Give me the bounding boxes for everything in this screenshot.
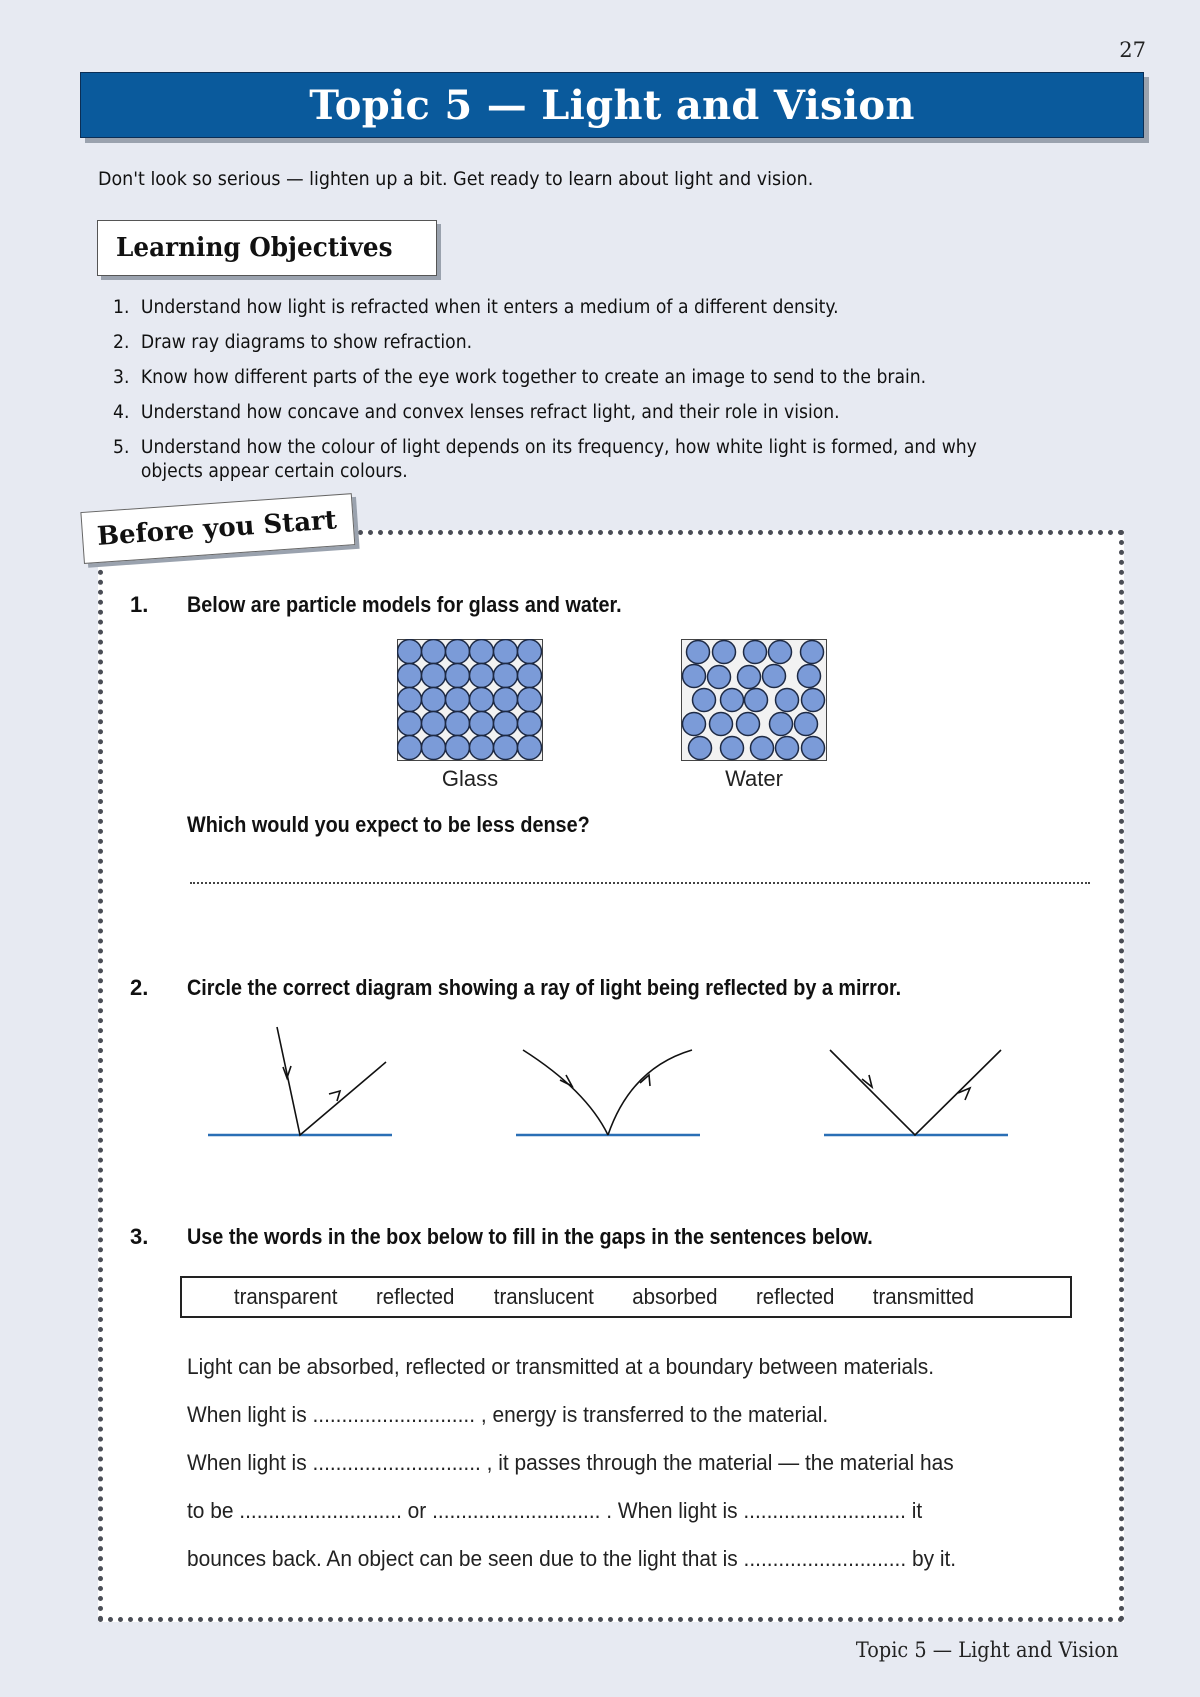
word-bank-item: transmitted xyxy=(873,1284,975,1309)
water-particle-model xyxy=(681,639,827,761)
learning-objectives-list xyxy=(113,296,1073,495)
objective-item xyxy=(113,436,1113,484)
word-bank-item: translucent xyxy=(493,1284,594,1309)
objective-number: 4. xyxy=(113,402,130,423)
question-text: Below are particle models for glass and water. xyxy=(187,592,622,617)
word-bank-item: absorbed xyxy=(632,1284,718,1309)
reflection-diagram-b[interactable] xyxy=(516,1020,700,1145)
objective-item xyxy=(113,366,1113,390)
objective-number: 2. xyxy=(113,332,130,353)
sentence-with-gap[interactable]: When light is ............................ , energy is transferred to the material. xyxy=(187,1402,829,1427)
objective-text: Understand how light is refracted when it enters a medium of a different density. xyxy=(140,297,839,318)
objective-item xyxy=(113,331,1113,355)
question-number: 2. xyxy=(130,975,149,1000)
before-you-start-heading: Before you Start xyxy=(96,505,338,552)
objective-number: 5. xyxy=(113,437,130,458)
sentence-with-gap[interactable]: bounces back. An object can be seen due to the light that is ............................ by it. xyxy=(187,1546,957,1571)
objective-text: Draw ray diagrams to show refraction. xyxy=(140,332,473,353)
sentence: Light can be absorbed, reflected or transmitted at a boundary between materials. xyxy=(187,1354,935,1379)
learning-objectives-heading-box xyxy=(97,220,437,276)
question-text: Use the words in the box below to fill in the gaps in the sentences below. xyxy=(187,1224,873,1249)
page-number: 27 xyxy=(1119,38,1146,62)
question-number: 3. xyxy=(130,1224,149,1249)
fill-in-sentences xyxy=(187,1353,1087,1593)
page-title: Topic 5 — Light and Vision xyxy=(309,81,915,129)
question-number: 1. xyxy=(130,592,149,617)
intro-text: Don't look so serious — lighten up a bit. Get ready to learn about light and vision. xyxy=(98,168,814,190)
objective-number: 3. xyxy=(113,367,130,388)
sentence-with-gap[interactable]: When light is ............................. , it passes through the material — the material has xyxy=(187,1450,954,1475)
objective-item xyxy=(113,401,1113,425)
objective-text: Understand how concave and convex lenses refract light, and their role in vision. xyxy=(140,402,840,423)
sentence-with-gap[interactable]: to be ............................ or ............................. . When light is ............................ it xyxy=(187,1498,923,1523)
objective-text: Know how different parts of the eye work together to create an image to send to the brain. xyxy=(140,367,927,388)
footer-topic-label: Topic 5 — Light and Vision xyxy=(855,1638,1118,1662)
question-text: Circle the correct diagram showing a ray of light being reflected by a mirror. xyxy=(187,975,902,1000)
reflection-diagram-c[interactable] xyxy=(824,1020,1008,1145)
word-bank-item: reflected xyxy=(756,1284,835,1309)
word-bank xyxy=(180,1276,1072,1318)
objective-text: Understand how the colour of light depends on its frequency, how white light is formed, and why objects appear certain colours. xyxy=(140,437,977,482)
topic-banner xyxy=(80,72,1144,138)
learning-objectives-heading: Learning Objectives xyxy=(116,233,393,263)
word-bank-item: reflected xyxy=(376,1284,455,1309)
objective-number: 1. xyxy=(113,297,130,318)
glass-label: Glass xyxy=(441,766,499,791)
objective-item xyxy=(113,296,1113,320)
word-bank-item: transparent xyxy=(233,1284,338,1309)
water-label: Water xyxy=(725,766,783,791)
glass-particle-model xyxy=(397,639,543,761)
question-text: Which would you expect to be less dense? xyxy=(187,812,590,837)
answer-line[interactable] xyxy=(190,882,1090,884)
reflection-diagram-a[interactable] xyxy=(208,1020,392,1145)
